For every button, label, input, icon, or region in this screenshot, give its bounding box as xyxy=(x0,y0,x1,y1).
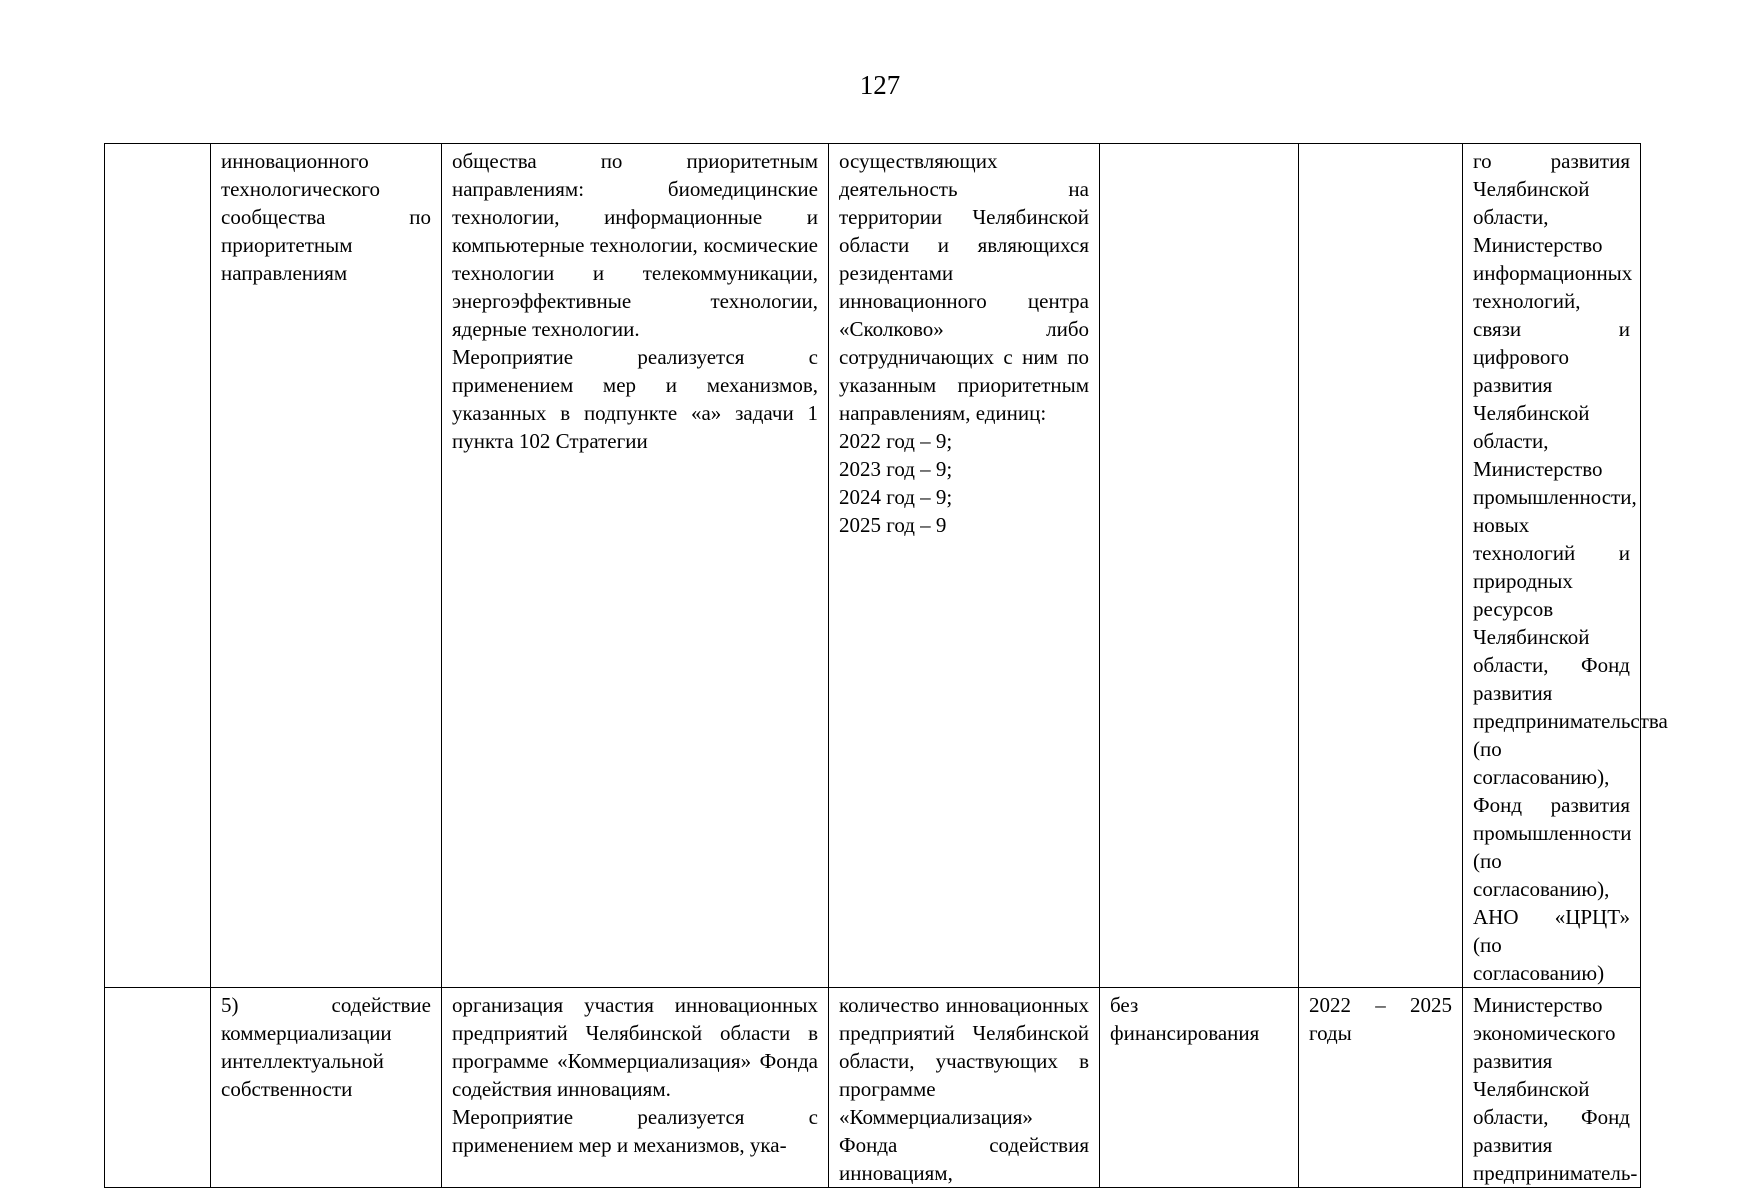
period-text: 2022 – 2025 годы xyxy=(1309,993,1452,1045)
indicator-year: 2022 год – 9; xyxy=(839,429,953,453)
indicator-year: 2025 год – 9 xyxy=(839,513,947,537)
row-number-cell xyxy=(105,988,211,1188)
period-cell xyxy=(1299,144,1463,988)
table-row xyxy=(105,144,1641,988)
indicator-cell xyxy=(829,144,1100,988)
indicator-text: количество инновационных предприятий Челябинской области, участвующих в программе «Коммерциализация» Фонда содействия инновациям, xyxy=(839,993,1089,1185)
financing-cell xyxy=(1100,144,1299,988)
activity-text: организация участия инновационных предприятий Челябинской области в программе «Коммерциализация» Фонда содействия инновациям. xyxy=(452,993,818,1101)
row-number-cell xyxy=(105,144,211,988)
task-cell xyxy=(211,988,442,1188)
executors-cell xyxy=(1463,988,1641,1188)
activity-note: Мероприятие реализуется с применением мер и механизмов, ука- xyxy=(452,1105,818,1157)
financing-cell xyxy=(1100,988,1299,1188)
activity-text: общества по приоритетным направлениям: биомедицинские технологии, информационные и компьютерные технологии, космические технологии и телекоммуникации, энергоэффективные технологии, ядерные технологии. xyxy=(452,149,818,341)
page-number: 127 xyxy=(859,70,901,100)
period-cell xyxy=(1299,988,1463,1188)
indicator-text: осуществляющих деятельность на территории Челябинской области и являющихся резидентами инновационного центра «Сколково» либо сотрудничающих с ним по указанным приоритетным направлениям, единиц: xyxy=(839,149,1089,425)
table-row xyxy=(105,988,1641,1188)
task-text: 5) содействие коммерциализации интеллектуальной собственности xyxy=(221,993,431,1101)
indicator-cell xyxy=(829,988,1100,1188)
task-cell xyxy=(211,144,442,988)
executors-cell xyxy=(1463,144,1668,988)
activity-cell xyxy=(442,988,829,1188)
executors-text: Министерство экономического развития Челябинской области, Фонд развития предприниматель- xyxy=(1473,993,1638,1185)
measures-table xyxy=(104,143,1668,1188)
financing-text: без финансирования xyxy=(1110,993,1260,1045)
indicator-year: 2024 год – 9; xyxy=(839,485,953,509)
indicator-year: 2023 год – 9; xyxy=(839,457,953,481)
activity-cell xyxy=(442,144,829,988)
executors-text: го развития Челябинской области, Министерство информационных технологий, связи и цифрового развития Челябинской области, Министерство промышленности, новых технологий и природных ресурсов Челябинской области, Фонд развития предпринимательства (по согласованию), Фонд развития промышленности (по согласованию), АНО «ЦРЦТ» (по согласованию) xyxy=(1473,149,1668,985)
task-text: инновационного технологического сообщества по приоритетным направлениям xyxy=(221,149,431,285)
activity-note: Мероприятие реализуется с применением мер и механизмов, указанных в подпункте «а» задачи 1 пункта 102 Стратегии xyxy=(452,345,818,453)
